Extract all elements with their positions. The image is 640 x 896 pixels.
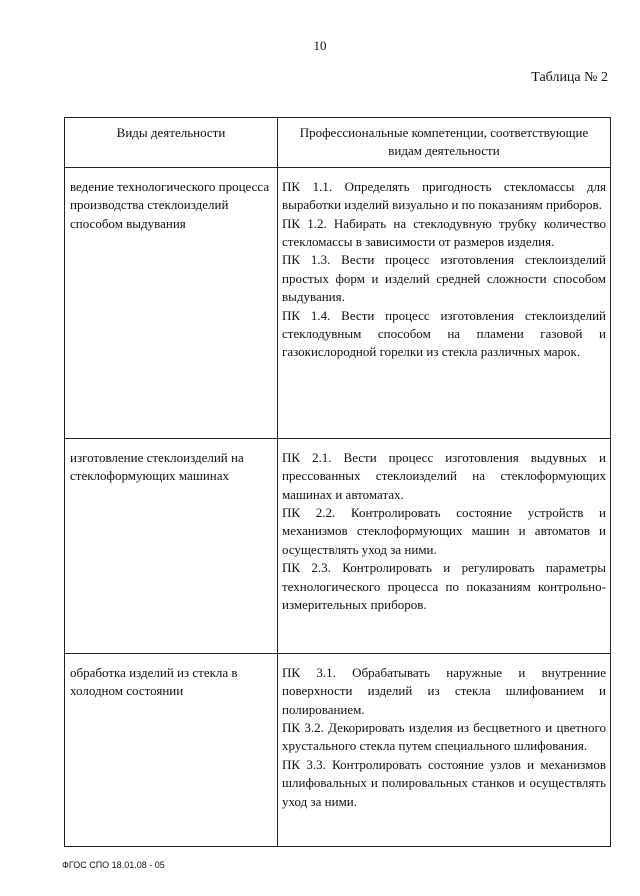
header-activity: Виды деятельности xyxy=(65,118,278,168)
competencies-cell xyxy=(278,653,611,846)
activity-cell xyxy=(65,167,278,438)
competency-item: ПК 1.3. Вести процесс изготовления стеклоизделий простых форм и изделий средней сложности способом выдувания. xyxy=(282,252,606,305)
competency-item: ПК 3.2. Декорировать изделия из бесцветного и цветного хрустального стекла путем специального шлифования. xyxy=(282,720,606,754)
activity-cell xyxy=(65,653,278,846)
activity-text: изготовление стеклоизделий на стеклоформующих машинах xyxy=(70,449,244,484)
competency-item: ПК 3.3. Контролировать состояние узлов и механизмов шлифовальных и полировальных станков и осуществлять уход за ними. xyxy=(282,756,606,809)
competency-item: ПК 2.1. Вести процесс изготовления выдувных и прессованных стеклоизделий на стеклоформующих машинах и автоматах. xyxy=(282,449,606,502)
competency-item: ПК 2.2. Контролировать состояние устройств и механизмов стеклоформующих машин и автоматов и осуществлять уход за ними. xyxy=(282,505,606,557)
competency-item: ПК 2.3. Контролировать и регулировать параметры технологического процесса по показаниям контрольно-измерительных приборов. xyxy=(282,560,606,613)
table-row xyxy=(65,653,611,846)
competency-item: ПК 1.2. Набирать на стеклодувную трубку количество стекломассы в зависимости от размеров изделия. xyxy=(282,215,606,250)
activity-text: ведение технологического процесса производства стеклоизделий способом выдувания xyxy=(70,178,270,231)
document-footer-code: ФГОС СПО 18.01.08 - 05 xyxy=(62,860,165,870)
activity-cell xyxy=(65,438,278,653)
competency-item: ПК 1.4. Вести процесс изготовления стеклоизделий стеклодувным способом на пламени газовой и газокислородной горелки из стекла различных марок. xyxy=(282,307,606,360)
competencies-table xyxy=(64,117,611,847)
table-header-row xyxy=(65,118,611,168)
competencies-cell xyxy=(278,438,611,653)
competency-item: ПК 1.1. Определять пригодность стекломассы для выработки изделий визуально и по показаниям приборов. xyxy=(282,178,606,213)
competency-item: ПК 3.1. Обрабатывать наружные и внутренние поверхности изделий из стекла шлифованием и полированием. xyxy=(282,664,606,717)
table-row xyxy=(65,438,611,653)
table-row xyxy=(65,167,611,438)
header-competencies: Профессиональные компетенции, соответствующие видам деятельности xyxy=(278,118,611,168)
page-number: 10 xyxy=(313,38,327,53)
competencies-cell xyxy=(278,167,611,438)
table-caption: Таблица № 2 xyxy=(531,70,608,85)
activity-text: обработка изделий из стекла в холодном состоянии xyxy=(70,664,238,699)
